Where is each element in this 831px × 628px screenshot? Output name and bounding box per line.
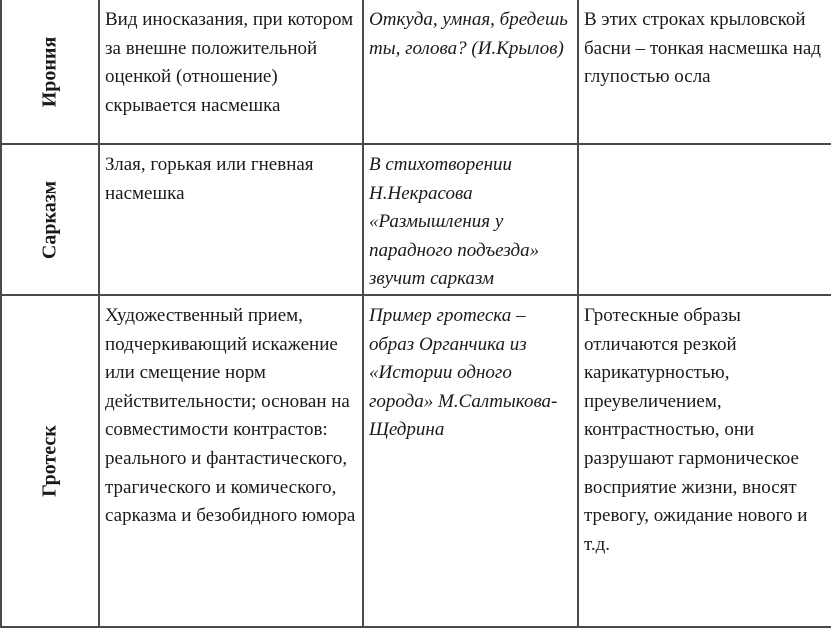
term-label: Гротеск: [38, 425, 61, 497]
table-row: [1, 144, 831, 295]
example-cell: Откуда, умная, бредешь ты, голова? (И.Крылов): [363, 0, 578, 144]
comment-cell: [578, 144, 831, 295]
term-cell: [1, 144, 99, 295]
example-cell: В стихотворении Н.Некрасова «Размышления у парадного подъезда» звучит сарказм: [363, 144, 578, 295]
table-row: [1, 0, 831, 144]
definition-cell: Вид иносказания, при котором за внешне положительной оценкой (отношение) скрывается насмешка: [99, 0, 363, 144]
definition-cell: Художественный прием, подчеркивающий искажение или смещение норм действительности; основан на совместимости контрастов: реального и фантастического, трагического и комического, сарказма и безобидного юмора: [99, 295, 363, 627]
example-cell: Пример гротеска – образ Органчика из «Истории одного города» М.Салтыкова-Щедрина: [363, 295, 578, 627]
definition-cell: Злая, горькая или гневная насмешка: [99, 144, 363, 295]
term-label: Сарказм: [38, 180, 61, 259]
term-cell: [1, 295, 99, 627]
comment-cell: Гротескные образы отличаются резкой карикатурностью, преувеличением, контрастностью, они разрушают гармоническое восприятие жизни, вносят тревогу, ожидание нового и т.д.: [578, 295, 831, 627]
table-row: [1, 295, 831, 627]
comment-cell: В этих строках крыловской басни – тонкая насмешка над глупостью осла: [578, 0, 831, 144]
term-label: Ирония: [38, 36, 61, 107]
term-cell: [1, 0, 99, 144]
